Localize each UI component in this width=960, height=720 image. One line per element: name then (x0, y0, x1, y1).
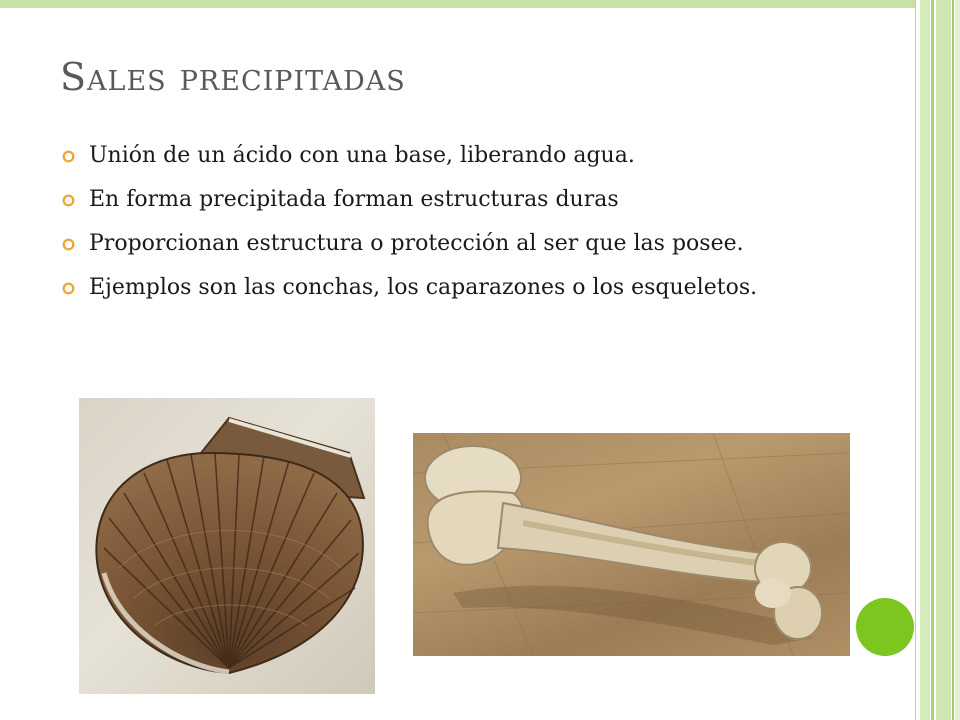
bullet-text: Unión de un ácido con una base, liberando agua. (89, 143, 635, 168)
bullet-item (62, 140, 822, 171)
bullet-list (62, 140, 822, 316)
decorative-green-dot (856, 598, 914, 656)
bullet-icon (62, 194, 75, 207)
decorative-band (955, 0, 960, 720)
bullet-icon (62, 150, 75, 163)
bullet-text: Ejemplos son las conchas, los caparazones o los esqueletos. (89, 275, 758, 300)
bone-illustration (413, 433, 850, 656)
slide-title: Sales precipitadas (60, 55, 406, 99)
bullet-icon (62, 238, 75, 251)
decorative-band (936, 0, 951, 720)
bullet-item (62, 228, 822, 259)
decorative-band (931, 0, 934, 720)
decorative-band (920, 0, 930, 720)
bullet-icon (62, 282, 75, 295)
bullet-text: En forma precipitada forman estructuras duras (89, 187, 619, 212)
bullet-text: Proporcionan estructura o protección al ser que las posee. (89, 231, 744, 256)
bone-image (413, 433, 850, 656)
decorative-band (952, 0, 954, 720)
shell-illustration (79, 398, 375, 694)
bullet-item (62, 272, 822, 303)
shell-image (79, 398, 375, 694)
bullet-item (62, 184, 822, 215)
